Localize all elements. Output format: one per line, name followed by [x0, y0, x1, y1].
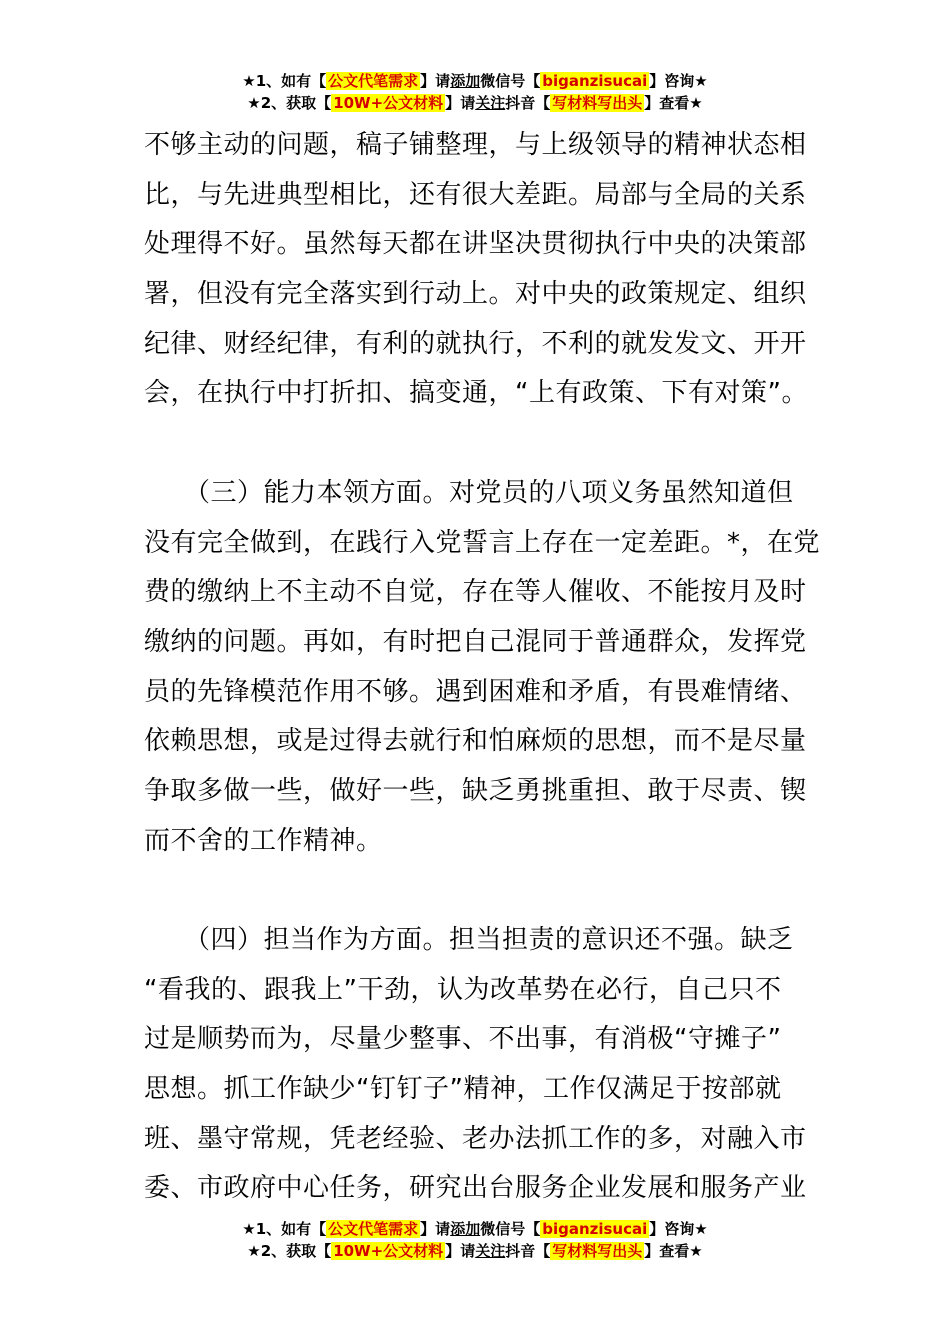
banner-line-1 — [0, 1218, 950, 1240]
text-line: 不够主动的问题，稿子铺整理，与上级领导的精神状态相 — [144, 130, 807, 160]
banner-line-2 — [0, 1240, 950, 1262]
text-line: 费的缴纳上不主动不自觉，存在等人催收、不能按月及时 — [144, 577, 807, 608]
text-line: 比，与先进典型相比，还有很大差距。局部与全局的关系 — [144, 179, 807, 210]
banner-line-1 — [0, 70, 950, 92]
banner-text: 】请 — [420, 1220, 451, 1238]
text-line: 思想。抓工作缺少“钉钉子”精神，工作仅满足于按部就 — [144, 1074, 782, 1105]
banner-text: ★1、如有【 — [242, 72, 327, 90]
banner-highlight: 10W+公文材料 — [333, 1242, 444, 1260]
banner-text: 】查看★ — [644, 94, 703, 112]
banner-highlight: 公文代笔需求 — [328, 72, 419, 90]
text-line: 署，但没有完全落实到行动上。对中央的政策规定、组织 — [144, 279, 807, 310]
text-line: 委、市政府中心任务，研究出台服务企业发展和服务产业 — [144, 1173, 807, 1204]
banner-text: ★2、获取【 — [247, 1242, 332, 1260]
banner-line-2 — [0, 92, 950, 114]
banner-text: 抖音【 — [505, 94, 551, 112]
text-line: “看我的、跟我上”干劲，认为改革势在必行，自己只不 — [144, 974, 782, 1005]
banner-highlight: 写材料写出头 — [552, 94, 643, 112]
banner-text: 】查看★ — [644, 1242, 703, 1260]
paragraph-gap — [144, 866, 808, 916]
text-line: 处理得不好。虽然每天都在讲坚决贯彻执行中央的决策部 — [144, 229, 807, 260]
banner-text: 抖音【 — [505, 1242, 551, 1260]
text-line: 缴纳的问题。再如，有时把自己混同于普通群众，发挥党 — [144, 626, 807, 657]
text-line: 纪律、财经纪律，有利的就执行，不利的就发发文、开开 — [144, 328, 807, 359]
banner-text: ★1、如有【 — [242, 1220, 327, 1238]
banner-highlight: biganzisucai — [542, 72, 648, 90]
banner-text: ★2、获取【 — [247, 94, 332, 112]
header-banner — [0, 70, 950, 114]
text-line: 没有完全做到，在践行入党誓言上存在一定差距。*，在党 — [144, 527, 821, 558]
banner-highlight: 10W+公文材料 — [333, 94, 444, 112]
banner-highlight: 公文代笔需求 — [328, 1220, 419, 1238]
banner-text: 】请 — [445, 1242, 476, 1260]
text-line: 员的先锋模范作用不够。遇到困难和矛盾，有畏难情绪、 — [144, 676, 807, 707]
banner-text: 】咨询★ — [649, 72, 708, 90]
document-body — [144, 121, 821, 1214]
banner-text: 关注 — [475, 1242, 506, 1260]
banner-highlight: 写材料写出头 — [552, 1242, 643, 1260]
banner-text: 微信号【 — [480, 1220, 541, 1238]
banner-text: 关注 — [475, 94, 506, 112]
banner-text: 】咨询★ — [649, 1220, 708, 1238]
footer-banner — [0, 1218, 950, 1262]
banner-text: 】请 — [420, 72, 451, 90]
text-line: 而不舍的工作精神。 — [144, 825, 383, 856]
text-line: 会，在执行中打折扣、搞变通，“上有政策、下有对策”。 — [144, 378, 808, 409]
paragraph-gap — [144, 419, 808, 469]
banner-highlight: biganzisucai — [542, 1220, 648, 1238]
text-line: 依赖思想，或是过得去就行和怕麻烦的思想，而不是尽量 — [144, 726, 807, 757]
banner-text: 】请 — [445, 94, 476, 112]
banner-text: 添加 — [450, 1220, 481, 1238]
banner-text: 添加 — [450, 72, 481, 90]
text-line: （三）能力本领方面。对党员的八项义务虽然知道但 — [144, 477, 794, 508]
banner-text: 微信号【 — [480, 72, 541, 90]
text-line: 过是顺势而为，尽量少整事、不出事，有消极“守摊子” — [144, 1024, 782, 1055]
text-line: 班、墨守常规，凭老经验、老办法抓工作的多，对融入市 — [144, 1123, 807, 1154]
text-line: （四）担当作为方面。担当担责的意识还不强。缺乏 — [144, 925, 794, 955]
text-line: 争取多做一些，做好一些，缺乏勇挑重担、敢于尽责、锲 — [144, 775, 807, 806]
